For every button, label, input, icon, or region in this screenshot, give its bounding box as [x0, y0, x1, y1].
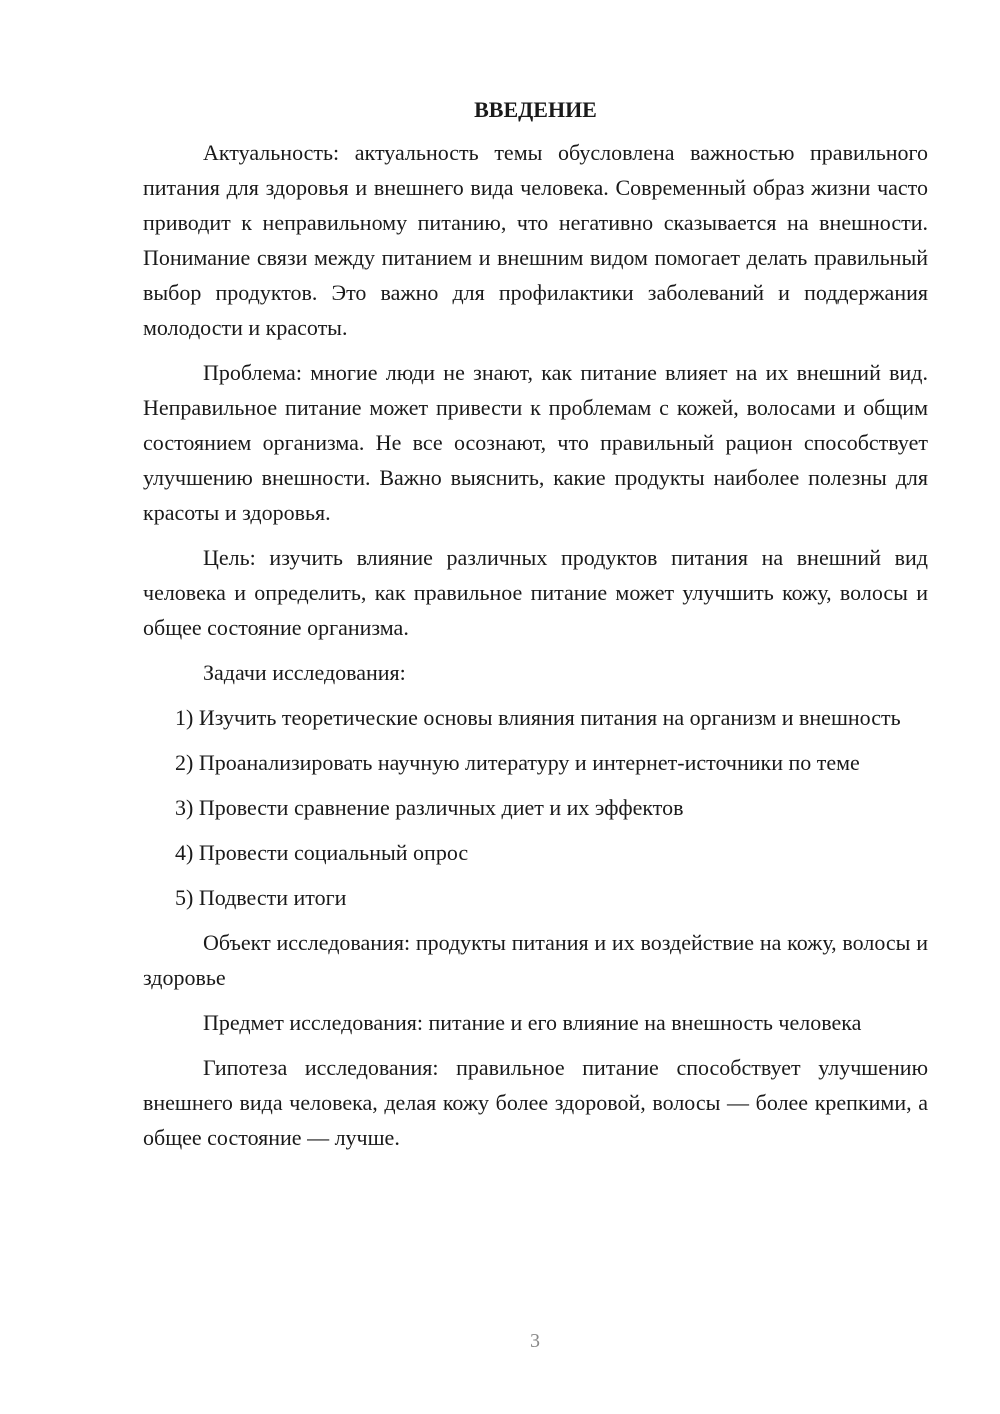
tasks-heading: Задачи исследования:: [203, 660, 406, 685]
subject-paragraph: Предмет исследования: питание и его влияние на внешность человека: [203, 1010, 862, 1035]
hypothesis-paragraph: Гипотеза исследования: правильное питание способствует улучшению внешнего вида человека, делая кожу более здоровой, волосы — более крепкими, а общее состояние — лучше.: [143, 1055, 928, 1150]
page-content: [143, 92, 928, 1155]
task-item-2: 2) Проанализировать научную литературу и интернет-источники по теме: [175, 750, 860, 775]
task-item-4: 4) Провести социальный опрос: [175, 840, 469, 865]
goal-paragraph: Цель: изучить влияние различных продуктов питания на внешний вид человека и определить, как правильное питание может улучшить кожу, волосы и общее состояние организма.: [143, 545, 928, 640]
section-title: ВВЕДЕНИЕ: [474, 97, 597, 122]
task-item-5: 5) Подвести итоги: [175, 885, 347, 910]
object-paragraph: Объект исследования: продукты питания и их воздействие на кожу, волосы и здоровье: [143, 930, 928, 990]
relevance-paragraph: Актуальность: актуальность темы обусловлена важностью правильного питания для здоровья и внешнего вида человека. Современный образ жизни часто приводит к неправильному питанию, что негативно сказывается на внешности. Понимание связи между питанием и внешним видом помогает делать правильный выбор продуктов. Это важно для профилактики заболеваний и поддержания молодости и красоты.: [143, 140, 928, 340]
problem-paragraph: Проблема: многие люди не знают, как питание влияет на их внешний вид. Неправильное питание может привести к проблемам с кожей, волосами и общим состоянием организма. Не все осознают, что правильный рацион способствует улучшению внешности. Важно выяснить, какие продукты наиболее полезны для красоты и здоровья.: [143, 360, 928, 525]
task-item-3: 3) Провести сравнение различных диет и их эффектов: [175, 795, 684, 820]
page-number: 3: [530, 1330, 540, 1352]
task-item-1: 1) Изучить теоретические основы влияния питания на организм и внешность: [175, 705, 901, 730]
